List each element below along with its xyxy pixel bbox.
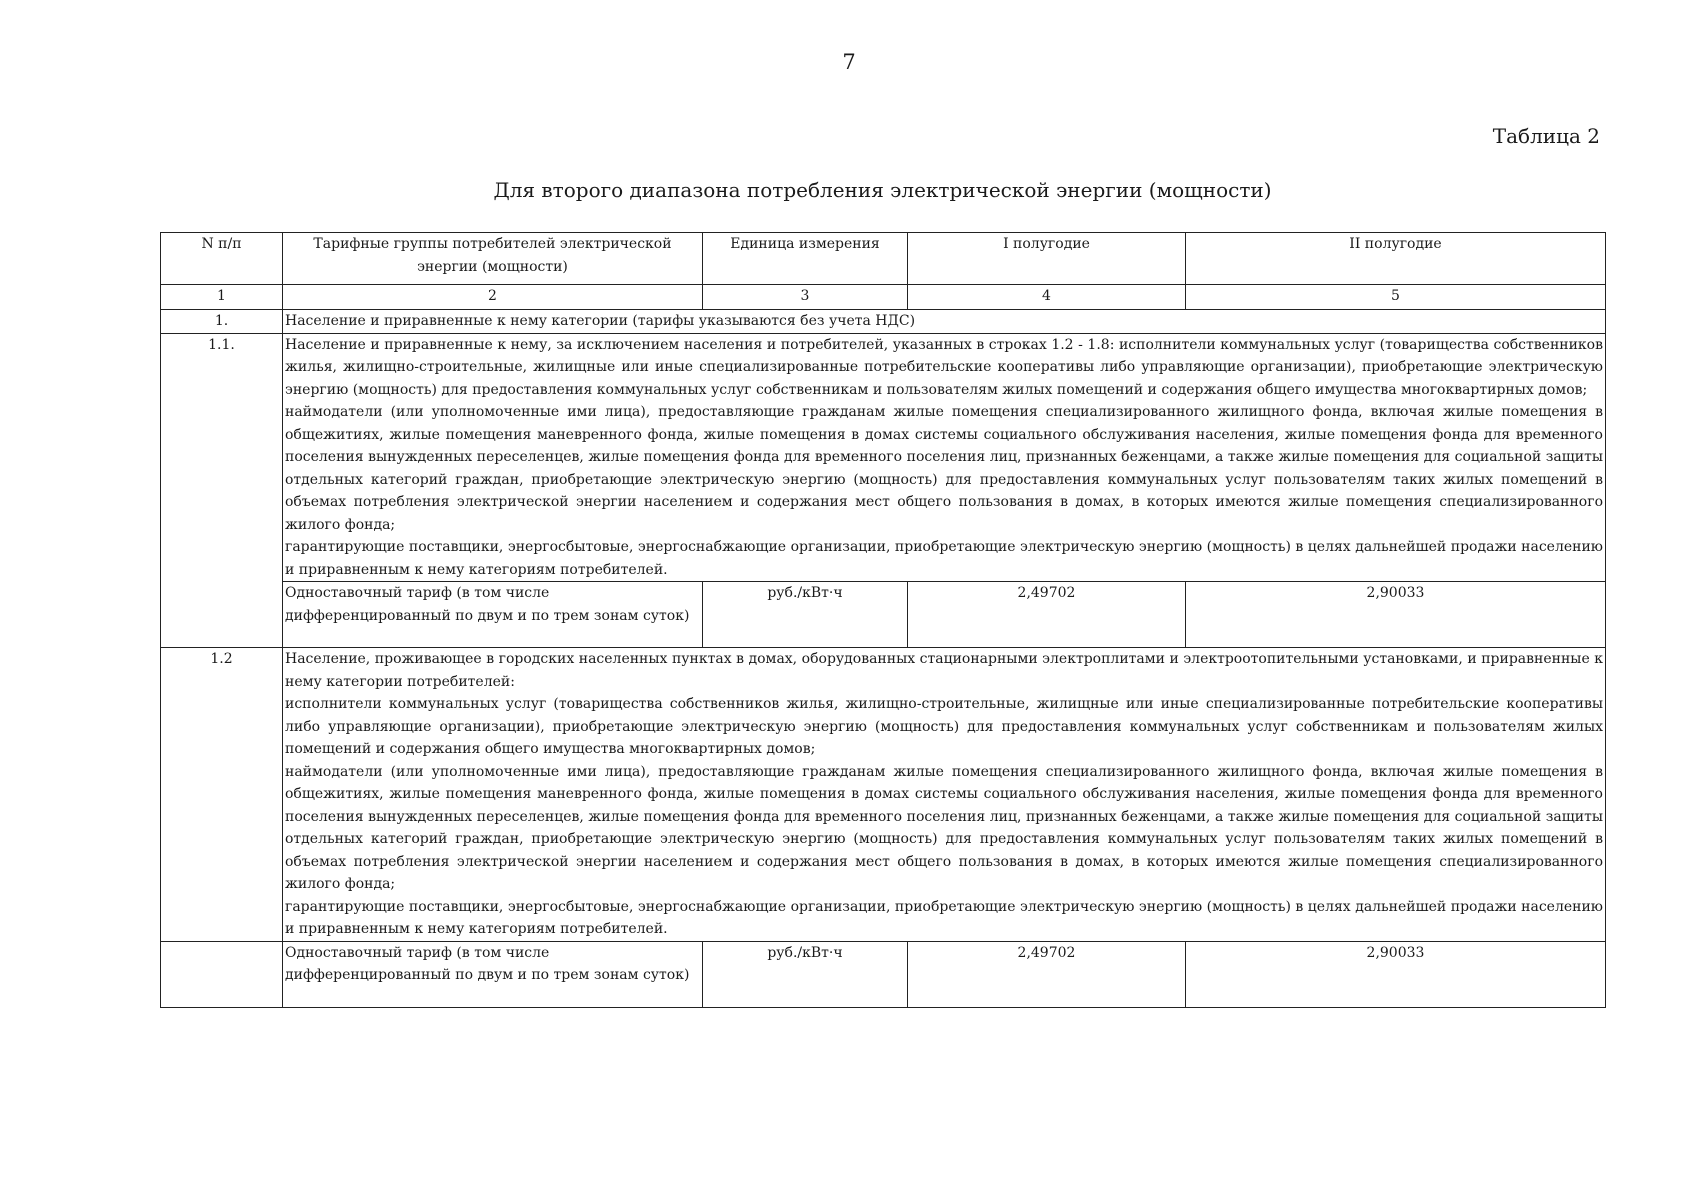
table-label: Таблица 2 [1492, 124, 1600, 148]
table-title: Для второго диапазона потребления электрической энергии (мощности) [493, 178, 1272, 202]
column-number: 3 [703, 285, 908, 310]
tariff-unit: руб./кВт·ч [703, 941, 908, 1007]
tariff-row [161, 941, 1606, 1007]
table-row [161, 648, 1606, 942]
section-num: 1. [161, 310, 283, 334]
tariff-label: Одноставочный тариф (в том числе дифференцированный по двум и по трем зонам суток) [283, 582, 703, 648]
tariff-label: Одноставочный тариф (в том числе дифференцированный по двум и по трем зонам суток) [283, 941, 703, 1007]
table-row [161, 333, 1606, 582]
tariff-half-2: 2,90033 [1186, 941, 1606, 1007]
row-num: 1.2 [161, 648, 283, 942]
row-description [283, 648, 1606, 942]
section-row [161, 310, 1606, 334]
header-group: Тарифные группы потребителей электрической энергии (мощности) [283, 233, 703, 285]
column-number-row [161, 285, 1606, 310]
section-text: Население и приравненные к нему категории (тарифы указываются без учета НДС) [283, 310, 1606, 334]
description-paragraph: наймодатели (или уполномоченные ими лица), предоставляющие гражданам жилые помещения специализированного жилищного фонда, включая жилые помещения в общежитиях, жилые помещения маневренного фонда, жилые помещения в домах системы социального обслуживания населения, жилые помещения фонда для временного поселения вынужденных переселенцев, жилые помещения фонда для временного поселения лиц, признанных беженцами, а также жилые помещения для социальной защиты отдельных категорий граждан, приобретающие электрическую энергию (мощность) для предоставления коммунальных услуг пользователям таких жилых помещений в объемах потребления электрической энергии населением и содержания мест общего пользования в домах, в которых имеются жилые помещения специализированного жилого фонда; [285, 763, 1603, 892]
row-num-empty [161, 941, 283, 1007]
column-number: 4 [908, 285, 1186, 310]
column-number: 2 [283, 285, 703, 310]
description-paragraph: исполнители коммунальных услуг (товарищества собственников жилья, жилищно-строительные, жилищные или иные специализированные потребительские кооперативы либо управляющие организации), приобретающие электрическую энергию (мощность) для предоставления коммунальных услуг собственникам и пользователям жилых помещений и содержания общего имущества многоквартирных домов; [285, 696, 1603, 757]
description-paragraph: Население, проживающее в городских населенных пунктах в домах, оборудованных стационарными электроплитами и электроотопительными установками, и приравненные к нему категории потребителей: [285, 651, 1603, 690]
header-half-2: II полугодие [1186, 233, 1606, 285]
header-num: N п/п [161, 233, 283, 285]
tariff-half-2: 2,90033 [1186, 582, 1606, 648]
header-half-1: I полугодие [908, 233, 1186, 285]
page-number: 7 [842, 50, 856, 74]
header-row [161, 233, 1606, 285]
tariff-row [161, 582, 1606, 648]
tariff-half-1: 2,49702 [908, 582, 1186, 648]
row-num: 1.1. [161, 333, 283, 648]
description-paragraph: Население и приравненные к нему, за исключением населения и потребителей, указанных в строках 1.2 - 1.8: исполнители коммунальных услуг (товарищества собственников жилья, жилищно-строительные, жилищные или иные специализированные потребительские кооперативы либо управляющие организации), приобретающие электрическую энергию (мощность) для предоставления коммунальных услуг собственникам и пользователям жилых помещений и содержания общего имущества многоквартирных домов; [285, 336, 1603, 398]
tariff-unit: руб./кВт·ч [703, 582, 908, 648]
column-number: 1 [161, 285, 283, 310]
description-paragraph: наймодатели (или уполномоченные ими лица), предоставляющие гражданам жилые помещения специализированного жилищного фонда, включая жилые помещения в общежитиях, жилые помещения маневренного фонда, жилые помещения в домах системы социального обслуживания населения, жилые помещения фонда для временного поселения вынужденных переселенцев, жилые помещения фонда для временного поселения лиц, признанных беженцами, а также жилые помещения для социальной защиты отдельных категорий граждан, приобретающие электрическую энергию (мощность) для предоставления коммунальных услуг пользователям таких жилых помещений в объемах потребления электрической энергии населением и содержания мест общего пользования в домах, в которых имеются жилые помещения специализированного жилого фонда; [285, 404, 1603, 533]
row-description [283, 333, 1606, 582]
header-unit: Единица измерения [703, 233, 908, 285]
description-paragraph: гарантирующие поставщики, энергосбытовые, энергоснабжающие организации, приобретающие электрическую энергию (мощность) в целях дальнейшей продажи населению и приравненным к нему категориям потребителей. [285, 539, 1603, 578]
tariff-half-1: 2,49702 [908, 941, 1186, 1007]
tariff-table [160, 232, 1606, 1008]
description-paragraph: гарантирующие поставщики, энергосбытовые, энергоснабжающие организации, приобретающие электрическую энергию (мощность) в целях дальнейшей продажи населению и приравненным к нему категориям потребителей. [285, 898, 1603, 937]
column-number: 5 [1186, 285, 1606, 310]
